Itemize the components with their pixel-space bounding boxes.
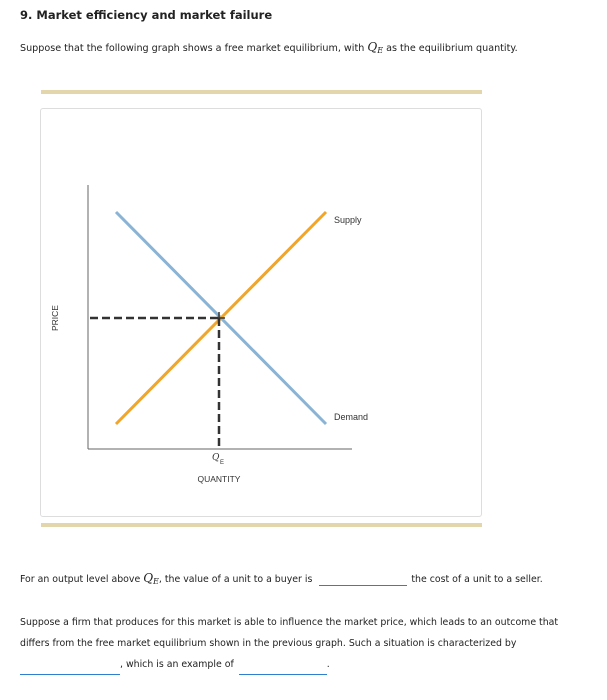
intro-after: as the equilibrium quantity.: [383, 43, 518, 54]
buyer-value-dropdown[interactable]: [319, 575, 407, 586]
q2-line1: Suppose a firm that produces for this market is able to influence the market price, which leads to an outcome that: [20, 617, 559, 628]
question-title: 9. Market efficiency and market failure: [20, 8, 273, 22]
y-axis-label: PRICE: [50, 305, 60, 331]
q1-qe-symbol: $Q_E$: [143, 571, 159, 586]
market-situation-dropdown[interactable]: [20, 664, 120, 675]
intro-before: Suppose that the following graph shows a free market equilibrium, with: [20, 43, 368, 54]
x-axis-label: QUANTITY: [197, 474, 241, 484]
supply-label: Supply: [334, 215, 362, 225]
q1-before: For an output level above: [20, 574, 144, 585]
qe-tick-subscript: E: [220, 460, 225, 466]
market-failure-dropdown[interactable]: [239, 664, 327, 675]
q1-middle: , the value of a unit to a buyer is: [158, 574, 313, 585]
question-2: [20, 612, 595, 675]
demand-label: Demand: [334, 412, 369, 422]
q2-line3: [20, 654, 595, 675]
q2-line2: differs from the free market equilibrium shown in the previous graph. Such a situation is characterized by: [20, 638, 517, 649]
bottom-divider: [41, 523, 482, 527]
qe-symbol: $Q_E$: [367, 40, 384, 55]
q1-after: the cost of a unit to a seller.: [411, 574, 543, 585]
q2-end: .: [326, 659, 330, 670]
qe-tick-label: Q: [212, 453, 220, 463]
q2-mid: , which is an example of: [120, 659, 234, 670]
question-1: [20, 571, 543, 586]
